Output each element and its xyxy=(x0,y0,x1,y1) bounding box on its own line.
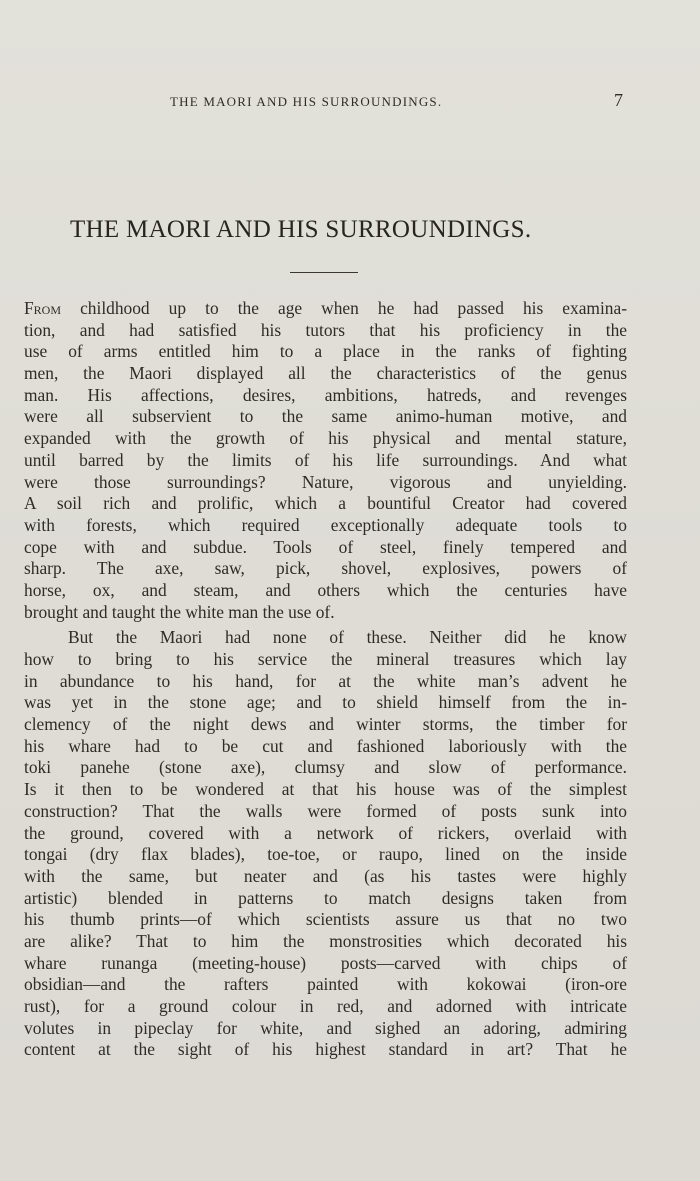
text-line: Is it then to be wondered at that his house was of the simplest xyxy=(24,779,627,800)
text-line: rust), for a ground colour in red, and adorned with intricate xyxy=(24,996,627,1016)
text-line: volutes in pipeclay for white, and sighed an adoring, admiring xyxy=(24,1017,627,1038)
page-number: 7 xyxy=(614,90,623,110)
text-line: brought and taught the white man the use of. xyxy=(24,601,335,622)
chapter-title: THE MAORI AND HIS SURROUNDINGS. xyxy=(70,216,532,243)
lead-word: From xyxy=(24,298,62,318)
text-line: were all subservient to the same animo-human motive, and xyxy=(24,406,627,427)
text-line: was yet in the stone age; and to shield himself from the in- xyxy=(24,692,627,713)
paragraph-2 xyxy=(24,627,627,1061)
title-rule xyxy=(290,272,358,273)
text-line: A soil rich and prolific, which a bountiful Creator had covered xyxy=(24,493,627,514)
text-line: horse, ox, and steam, and others which the centuries have xyxy=(24,579,627,600)
text-line: content at the sight of his highest standard in art? That he xyxy=(24,1039,627,1060)
text-line: obsidian—and the rafters painted with kokowai (iron-ore xyxy=(24,974,627,995)
text-line: expanded with the growth of his physical and mental stature, xyxy=(24,428,627,449)
text-line: tongai (dry flax blades), toe-toe, or raupo, lined on the inside xyxy=(24,844,627,865)
text-line: with forests, which required exceptionally adequate tools to xyxy=(24,514,627,535)
text-line: From childhood up to the age when he had passed his examina- xyxy=(24,298,627,318)
text-line: cope with and subdue. Tools of steel, finely tempered and xyxy=(24,536,627,557)
text-line: artistic) blended in patterns to match designs taken from xyxy=(24,887,627,908)
running-head: THE MAORI AND HIS SURROUNDINGS. xyxy=(170,94,443,109)
text-line: men, the Maori displayed all the characteristics of the genus xyxy=(24,363,627,384)
body-text xyxy=(24,298,627,1061)
text-line: use of arms entitled him to a place in the ranks of fighting xyxy=(24,341,627,362)
text-line: But the Maori had none of these. Neither did he know xyxy=(68,627,627,648)
text-line: how to bring to his service the mineral treasures which lay xyxy=(24,649,627,669)
text-line: are alike? That to him the monstrosities which decorated his xyxy=(24,930,627,951)
text-line: clemency of the night dews and winter storms, the timber for xyxy=(24,714,627,735)
text-line: his thumb prints—of which scientists assure us that no two xyxy=(24,909,627,930)
text-line: whare runanga (meeting-house) posts—carved with chips of xyxy=(24,952,627,973)
text-line: until barred by the limits of his life surroundings. And what xyxy=(24,449,627,470)
text-line: the ground, covered with a network of rickers, overlaid with xyxy=(24,822,627,843)
text-line: his whare had to be cut and fashioned laboriously with the xyxy=(24,735,627,756)
text-line: toki panehe (stone axe), clumsy and slow of performance. xyxy=(24,757,627,778)
text-line: in abundance to his hand, for at the white man’s advent he xyxy=(24,670,627,691)
text-line: construction? That the walls were formed of posts sunk into xyxy=(24,800,627,821)
text-line: were those surroundings? Nature, vigorous and unyielding. xyxy=(24,471,627,492)
paragraph-1 xyxy=(24,298,627,623)
text-line: with the same, but neater and (as his tastes were highly xyxy=(24,865,627,886)
text-line: man. His affections, desires, ambitions, hatreds, and revenges xyxy=(24,384,627,405)
text-line: sharp. The axe, saw, pick, shovel, explosives, powers of xyxy=(24,558,627,579)
text-line: tion, and had satisfied his tutors that his proficiency in the xyxy=(24,319,627,340)
